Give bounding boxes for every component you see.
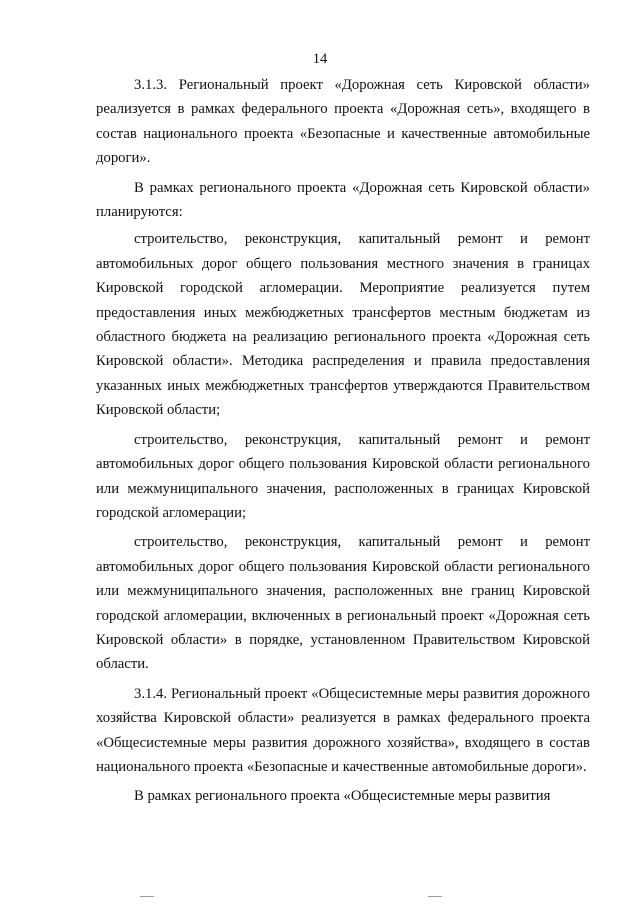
paragraph-systemic-measures-intro: В рамках регионального проекта «Общесистемные меры развития xyxy=(134,788,551,805)
paragraph-3-1-3: 3.1.3. Региональный проект «Дорожная сеть Кировской области» реализуется в рамках федерального проекта «Дорожная сеть», входящего в состав национального проекта «Безопасные и качественные автомобильные дороги». xyxy=(96,77,590,167)
scan-mark-left xyxy=(140,896,154,897)
page-number: 14 xyxy=(312,51,328,67)
paragraph-3-1-4: 3.1.4. Региональный проект «Общесистемные меры развития дорожного хозяйства Кировской области» реализуется в рамках федерального проекта «Общесистемные меры развития дорожного хозяйства», входящего в состав национального проекта «Безопасные и качественные автомобильные дороги». xyxy=(96,685,590,775)
document-body xyxy=(96,73,590,814)
list-item-regional-roads-outside: строительство, реконструкция, капитальный ремонт и ремонт автомобильных дорог общего пользования Кировской области регионального или межмуниципального значения, расположенных вне границ Кировской городской агломерации, включенных в региональный проект «Дорожная сеть Кировской области» в порядке, установленном Правительством Кировской области. xyxy=(96,534,590,673)
list-item-local-roads: строительство, реконструкция, капитальный ремонт и ремонт автомобильных дорог общего пользования местного значения в границах Кировской городской агломерации. Мероприятие реализуется путем предоставления иных межбюджетных трансфертов местным бюджетам из областного бюджета на реализацию регионального проекта «Дорожная сеть Кировской области». Методика распределения и правила предоставления указанных иных межбюджетных трансфертов утверждаются Правительством Кировской области; xyxy=(96,231,590,419)
list-item-regional-roads-inside: строительство, реконструкция, капитальный ремонт и ремонт автомобильных дорог общего пользования Кировской области регионального или межмуниципального значения, расположенных в границах Кировской городской агломерации; xyxy=(96,431,590,521)
paragraph-plans-intro: В рамках регионального проекта «Дорожная сеть Кировской области» планируются: xyxy=(96,179,590,221)
scan-mark-right xyxy=(428,896,442,897)
